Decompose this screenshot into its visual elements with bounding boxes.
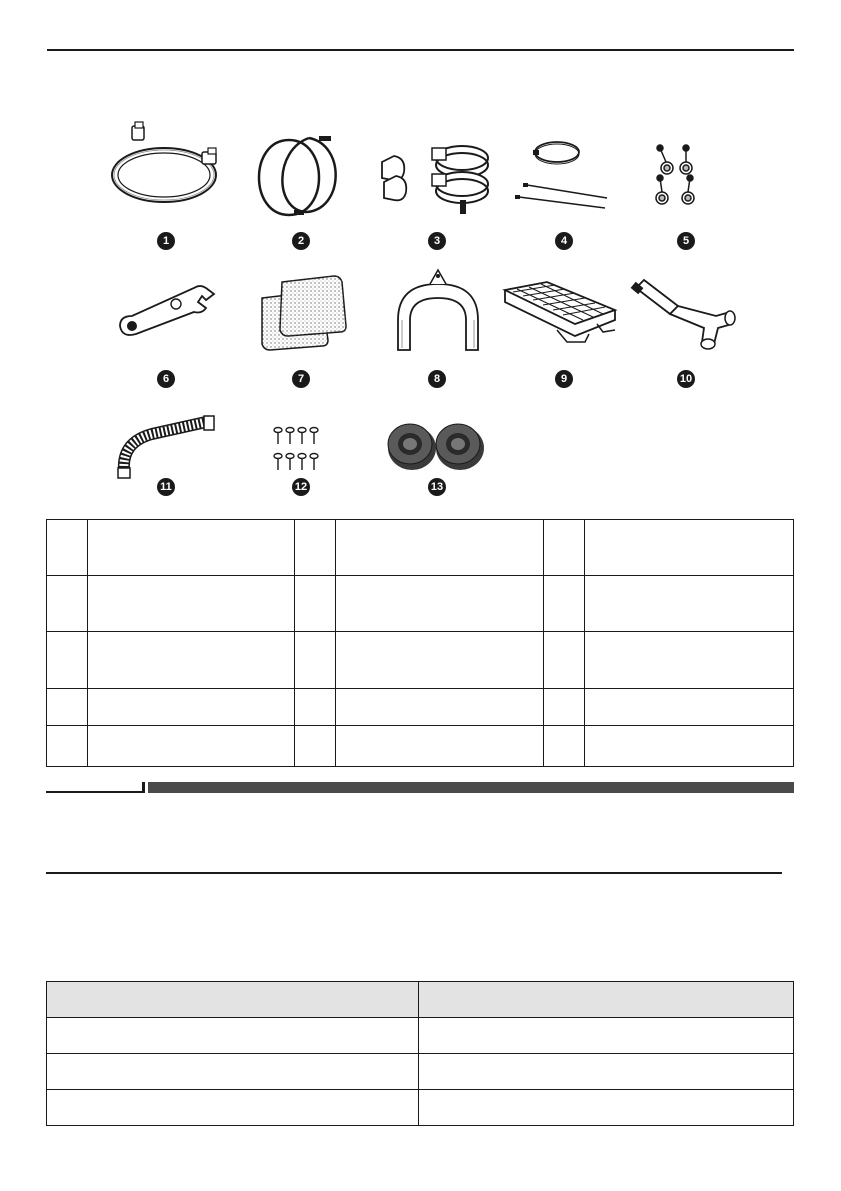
table-row xyxy=(47,1090,794,1126)
table-row xyxy=(47,689,794,726)
elbow-bracket-icon xyxy=(372,258,502,368)
part-number: 1 xyxy=(157,232,175,250)
hose-clamps-icon xyxy=(372,120,502,230)
table-row xyxy=(47,1054,794,1090)
steam-hose-icon xyxy=(234,120,364,230)
section-rule xyxy=(46,872,782,874)
table-header-row xyxy=(47,982,794,1018)
parts-table xyxy=(46,519,794,767)
part-number: 6 xyxy=(157,370,175,388)
table-row xyxy=(47,576,794,632)
table-row xyxy=(47,632,794,689)
part-number: 5 xyxy=(677,232,695,250)
section-divider-underline xyxy=(46,791,142,793)
part-3 xyxy=(372,120,502,260)
part-10 xyxy=(626,258,756,398)
part-number: 3 xyxy=(428,232,446,250)
cable-ties-icon xyxy=(507,120,637,230)
wrench-icon xyxy=(102,258,232,368)
part-8 xyxy=(372,258,502,398)
table-row xyxy=(47,520,794,576)
part-6 xyxy=(102,258,232,398)
part-number: 13 xyxy=(428,478,446,496)
y-connector-icon xyxy=(626,258,756,368)
part-1 xyxy=(102,120,232,260)
spec-table xyxy=(46,981,794,1126)
part-4 xyxy=(507,120,637,260)
table-row xyxy=(47,1018,794,1054)
part-number: 12 xyxy=(292,478,310,496)
part-7 xyxy=(234,258,364,398)
anti-slip-sheets-icon xyxy=(234,258,364,368)
section-divider xyxy=(46,781,794,793)
part-number: 2 xyxy=(292,232,310,250)
section-divider-bar xyxy=(148,782,794,793)
part-number: 9 xyxy=(555,370,573,388)
part-12 xyxy=(234,398,364,538)
inlet-hose-icon xyxy=(102,120,232,230)
table-row xyxy=(47,726,794,767)
part-number: 11 xyxy=(157,478,175,496)
top-rule xyxy=(47,49,794,51)
part-9 xyxy=(497,258,627,398)
section-divider-mark xyxy=(142,782,145,793)
cap-plugs-icon xyxy=(636,120,766,230)
part-number: 10 xyxy=(677,370,695,388)
part-number: 4 xyxy=(555,232,573,250)
part-number: 7 xyxy=(292,370,310,388)
part-5 xyxy=(636,120,766,260)
drying-rack-icon xyxy=(497,258,627,368)
part-11 xyxy=(102,398,232,538)
part-2 xyxy=(234,120,364,260)
part-number: 8 xyxy=(428,370,446,388)
part-13 xyxy=(372,398,502,538)
